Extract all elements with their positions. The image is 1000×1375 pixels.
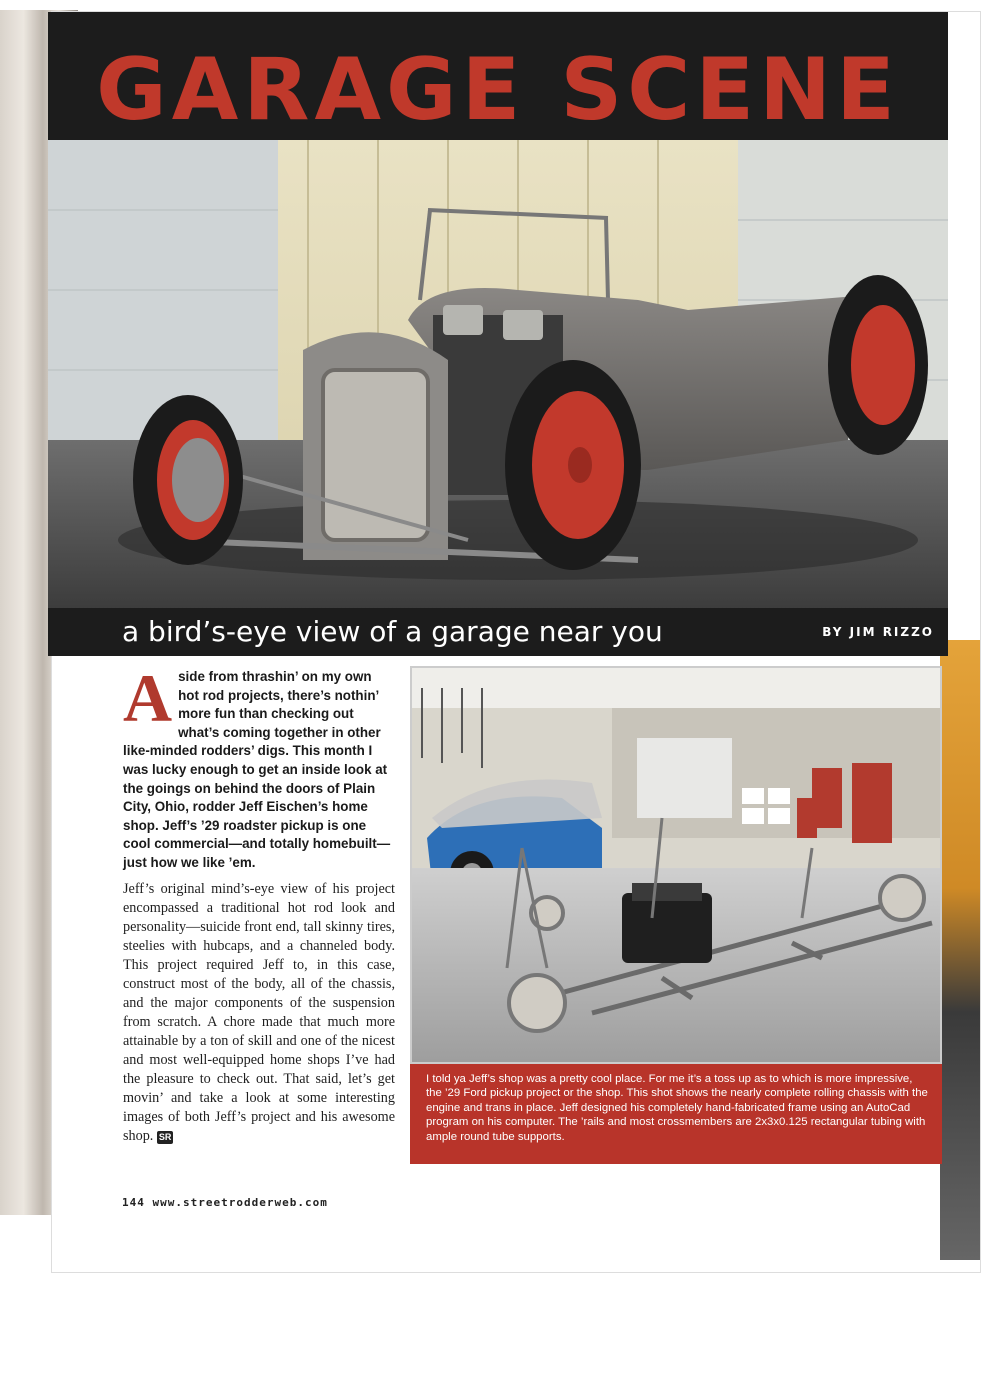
shop-photo [410,666,942,1064]
drop-cap: A [123,660,173,736]
hero-photo-roadster [48,140,948,610]
article-subtitle: a bird’s-eye view of a garage near you [122,615,663,648]
intro-text: side from thrashin’ on my own hot rod projects, there’s nothin’ more fun than checking out what’s coming together in other like-minded rodders’ digs. This month I was lucky enough to get an inside look at the goings on behind the doors of Plain City, Ohio, rodder Jeff Eischen’s home shop. Jeff’s ’29 roadster pickup is one cool commercial—and totally homebuilt—just how we like ’em. [123,669,391,870]
photo-caption: I told ya Jeff’s shop was a pretty cool place. For me it’s a toss up as to which is more impressive, the ’29 Ford pickup project or the shop. This shot shows the nearly complete rolling chassis with the engine and trans in place. Jeff designed his completely hand-fabricated frame using an AutoCad program on his computer. The ’rails and most crossmembers are 2x3x0.125 rectangular tubing with ample round tube supports. [410,1064,942,1164]
intro-paragraph [123,660,395,873]
byline: BY JIM RIZZO [822,625,934,639]
body-text: Jeff’s original mind’s-eye view of his project encompassed a traditional hot rod look and personality—suicide front end, tall skinny tires, steelies with hubcaps, and a channeled body. This project required Jeff to, in this case, construct most of the body, all of the chassis, and the major components of the suspension from scratch. A chore made that much more attainable by a ton of skill and one of the nicest and most well-equipped home shops I’ve had the pleasure to check out. That said, let’s get movin’ and take a look at some interesting images of both Jeff’s project and his awesome shop. [123,881,395,1144]
website-url: www.streetrodderweb.com [152,1196,328,1209]
end-mark-logo: SR [158,1132,172,1142]
page-footer [122,1196,328,1209]
article-title: GARAGE SCENE [96,40,900,140]
page-number: 144 [122,1196,145,1209]
next-page-edge [940,640,980,1260]
body-paragraph [123,880,395,1146]
